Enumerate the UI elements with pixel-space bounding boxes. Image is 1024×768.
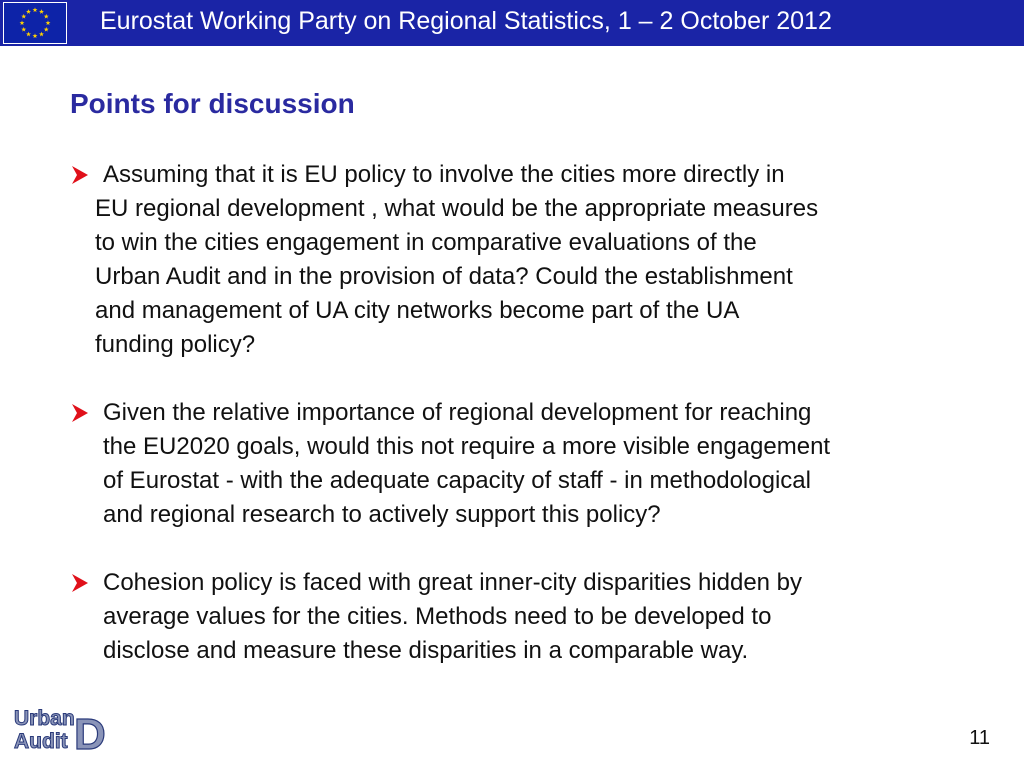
point-text-line: average values for the cities. Methods need to be developed to <box>103 603 772 630</box>
header-title: Eurostat Working Party on Regional Statistics, 1 – 2 October 2012 <box>100 7 832 35</box>
flag-star <box>44 27 49 32</box>
point-text-line: funding policy? <box>95 331 256 358</box>
svg-text:Urban: Urban <box>14 707 75 730</box>
svg-text:D: D <box>74 710 106 759</box>
flag-star <box>44 14 49 19</box>
bullet-arrow-icon <box>70 401 90 425</box>
point-text-line: Cohesion policy is faced with great inner-city disparities hidden by <box>103 569 803 596</box>
point-text-line: of Eurostat - with the adequate capacity of staff - in methodological <box>103 467 811 494</box>
eu-stars-circle <box>4 3 66 43</box>
flag-star <box>26 32 31 37</box>
flag-star <box>21 14 26 19</box>
flag-star <box>39 32 44 37</box>
bullet-arrow-icon <box>70 571 90 595</box>
flag-star <box>39 9 44 14</box>
flag-star <box>33 7 38 12</box>
page-number: 11 <box>969 727 990 749</box>
flag-star <box>46 20 51 25</box>
point-text-line: to win the cities engagement in comparative evaluations of the <box>95 229 757 256</box>
point-text-line: disclose and measure these disparities in a comparable way. <box>103 637 749 664</box>
eu-flag-icon <box>3 2 67 44</box>
header-bar <box>0 0 1024 46</box>
point-text-line: the EU2020 goals, would this not require a more visible engagement <box>103 433 831 460</box>
flag-star <box>21 27 26 32</box>
svg-text:Audit: Audit <box>14 730 68 753</box>
point-text-line: and regional research to actively support this policy? <box>103 501 661 528</box>
flag-star <box>20 20 25 25</box>
point-text-line: Given the relative importance of regional development for reaching <box>103 399 812 426</box>
bullet-arrow-icon <box>70 163 90 187</box>
flag-star <box>26 9 31 14</box>
point-text-line: and management of UA city networks become part of the UA <box>95 297 740 324</box>
point-text-line: EU regional development , what would be the appropriate measures <box>95 195 819 222</box>
point-text-line: Urban Audit and in the provision of data? Could the establishment <box>95 263 793 290</box>
urban-audit-logo <box>12 704 106 759</box>
slide-title: Points for discussion <box>70 88 355 119</box>
point-text-line: Assuming that it is EU policy to involve the cities more directly in <box>103 161 785 188</box>
flag-star <box>33 33 38 38</box>
